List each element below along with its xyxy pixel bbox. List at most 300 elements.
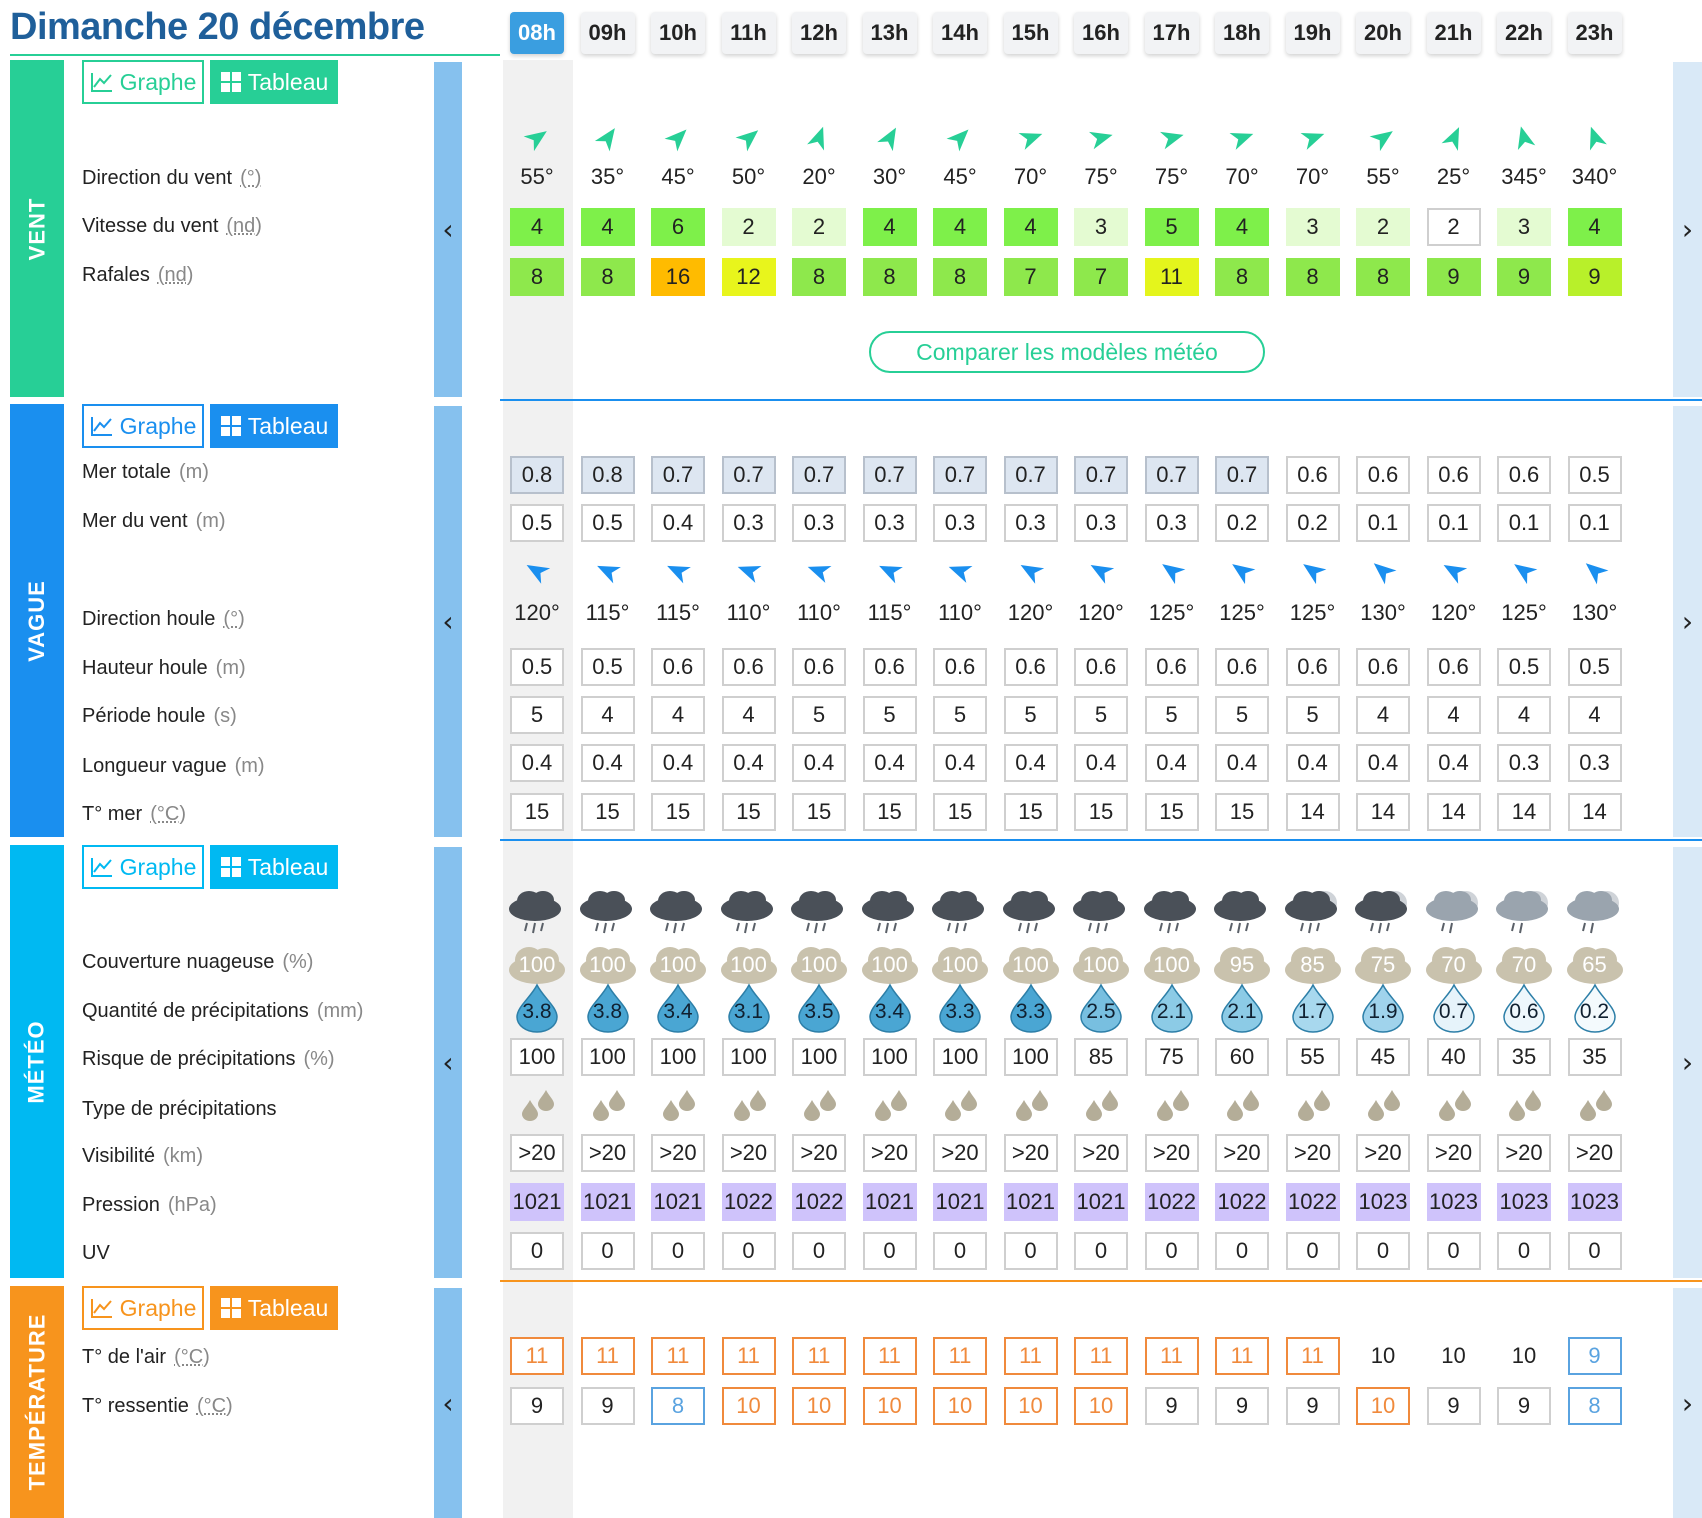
meteo-graph-label: Graphe xyxy=(119,853,197,880)
swell-height-cell: 0.6 xyxy=(651,648,705,686)
wind-sea-cell: 0.3 xyxy=(1145,504,1199,542)
label-uv: UV xyxy=(82,1242,110,1264)
cloud-cover-icon xyxy=(717,942,781,986)
feels-like-cell: 10 xyxy=(1074,1387,1128,1425)
wind-sea-cell: 0.5 xyxy=(581,504,635,542)
hour-tab-16h[interactable]: 16h xyxy=(1074,12,1128,54)
sea-temp-cell: 14 xyxy=(1568,793,1622,831)
air-temp-cell: 11 xyxy=(651,1337,705,1375)
wave-length-cell: 0.4 xyxy=(1145,744,1199,782)
sea-temp-cell: 14 xyxy=(1427,793,1481,831)
cloud-cover-value: 100 xyxy=(941,952,979,977)
wind-speed-cell: 4 xyxy=(863,208,917,246)
precip-qty-value: 3.8 xyxy=(592,1000,623,1023)
swell-arrow-icon xyxy=(1509,556,1539,586)
wave-length-cell: 0.4 xyxy=(1427,744,1481,782)
wave-length-cell: 0.4 xyxy=(722,744,776,782)
total-sea-cell: 0.7 xyxy=(863,456,917,494)
wind-arrow-icon xyxy=(804,123,834,153)
hour-tab-08h[interactable]: 08h xyxy=(510,12,564,54)
wind-arrow-icon xyxy=(734,123,764,153)
precip-risk-cell: 100 xyxy=(933,1038,987,1076)
wind-direction-value: 30° xyxy=(872,164,907,189)
total-sea-cell: 0.7 xyxy=(1145,456,1199,494)
precip-risk-cell: 100 xyxy=(510,1038,564,1076)
visibility-cell: >20 xyxy=(722,1134,776,1172)
gust-cell: 7 xyxy=(1004,258,1058,296)
pressure-cell: 1021 xyxy=(1004,1183,1058,1221)
sea-temp-cell: 15 xyxy=(933,793,987,831)
rain-drops-icon xyxy=(1153,1088,1193,1122)
wind-sea-cell: 0.1 xyxy=(1356,504,1410,542)
precip-risk-cell: 100 xyxy=(651,1038,705,1076)
gust-cell: 8 xyxy=(581,258,635,296)
chevron-left-icon: ‹ xyxy=(442,1386,454,1420)
wave-length-cell: 0.4 xyxy=(863,744,917,782)
precip-qty-value: 0.7 xyxy=(1438,1000,1469,1023)
gust-cell: 8 xyxy=(1356,258,1410,296)
swell-period-cell: 5 xyxy=(792,696,846,734)
section-meteo xyxy=(0,845,1702,1278)
sea-temp-cell: 15 xyxy=(581,793,635,831)
visibility-cell: >20 xyxy=(863,1134,917,1172)
gust-cell: 11 xyxy=(1145,258,1199,296)
gust-cell: 9 xyxy=(1427,258,1481,296)
wind-direction-value: 345° xyxy=(1501,164,1547,189)
air-temp-cell: 11 xyxy=(933,1337,987,1375)
uv-cell: 0 xyxy=(510,1232,564,1270)
swell-period-cell: 4 xyxy=(1427,696,1481,734)
swell-height-cell: 0.6 xyxy=(1427,648,1481,686)
separator-meteo-temperature xyxy=(500,1280,1702,1282)
chart-line-icon xyxy=(90,856,114,878)
grid-icon xyxy=(220,415,242,437)
air-temp-cell: 11 xyxy=(1145,1337,1199,1375)
feels-like-cell: 10 xyxy=(863,1387,917,1425)
air-temp-cell: 11 xyxy=(1004,1337,1058,1375)
cloud-cover-value: 100 xyxy=(871,952,908,977)
feels-like-cell: 9 xyxy=(1215,1387,1269,1425)
wave-length-cell: 0.3 xyxy=(1497,744,1551,782)
swell-period-cell: 4 xyxy=(722,696,776,734)
swell-arrow-icon xyxy=(1439,556,1469,586)
swell-height-cell: 0.6 xyxy=(1004,648,1058,686)
sea-temp-cell: 15 xyxy=(792,793,846,831)
label-swell-direction: Direction houle (°) xyxy=(82,608,245,630)
wave-length-cell: 0.4 xyxy=(581,744,635,782)
wind-speed-cell: 4 xyxy=(1004,208,1058,246)
precip-qty-value: 3.3 xyxy=(1015,1000,1046,1023)
label-cloud-cover: Couverture nuageuse (%) xyxy=(82,951,314,973)
swell-direction-value: 125° xyxy=(1219,600,1265,625)
pressure-cell: 1021 xyxy=(651,1183,705,1221)
rain-drops-icon xyxy=(659,1088,699,1122)
pressure-cell: 1023 xyxy=(1568,1183,1622,1221)
rain-cloud-icon xyxy=(787,885,851,941)
sea-temp-cell: 14 xyxy=(1497,793,1551,831)
air-temp-cell: 11 xyxy=(510,1337,564,1375)
vague-next-button[interactable] xyxy=(1673,406,1702,837)
hour-tab-10h[interactable]: 10h xyxy=(651,12,705,54)
uv-cell: 0 xyxy=(581,1232,635,1270)
swell-direction-value: 110° xyxy=(938,600,982,625)
vent-table-button[interactable] xyxy=(210,60,338,104)
rain-cloud-icon xyxy=(999,885,1063,941)
wind-speed-cell: 5 xyxy=(1145,208,1199,246)
rain-cloud-icon xyxy=(505,885,569,941)
chart-line-icon xyxy=(90,1297,114,1319)
title-underline xyxy=(10,54,500,56)
uv-cell: 0 xyxy=(722,1232,776,1270)
label-wind-direction: Direction du vent (°) xyxy=(82,167,262,189)
compare-models-button[interactable]: Comparer les modèles météo xyxy=(869,331,1265,373)
rain-cloud-icon xyxy=(1140,885,1204,941)
label-precip-risk: Risque de précipitations (%) xyxy=(82,1048,335,1070)
hour-tab-15h[interactable]: 15h xyxy=(1004,12,1058,54)
meteo-graph-button[interactable] xyxy=(82,845,204,889)
precip-qty-value: 3.3 xyxy=(945,1000,975,1023)
feels-like-cell: 10 xyxy=(1356,1387,1410,1425)
swell-arrow-icon xyxy=(945,556,975,586)
wind-arrow-icon xyxy=(1509,123,1539,153)
swell-period-cell: 4 xyxy=(1356,696,1410,734)
air-temp-cell: 9 xyxy=(1568,1337,1622,1375)
rain-cloud-icon xyxy=(858,885,922,941)
wave-length-cell: 0.4 xyxy=(510,744,564,782)
gust-cell: 8 xyxy=(863,258,917,296)
wind-arrow-icon xyxy=(945,123,975,153)
swell-arrow-icon xyxy=(875,556,905,586)
vent-title: VENT xyxy=(24,197,49,260)
moon-drizzle-icon xyxy=(1422,885,1486,941)
swell-arrow-icon xyxy=(1580,556,1610,586)
cloud-cover-value: 65 xyxy=(1582,952,1607,977)
hour-tab-11h[interactable]: 11h xyxy=(722,12,776,54)
vent-next-button[interactable] xyxy=(1673,62,1702,397)
hour-tab-23h[interactable]: 23h xyxy=(1568,12,1622,54)
wind-arrow-icon xyxy=(1227,123,1257,153)
visibility-cell: >20 xyxy=(1568,1134,1622,1172)
swell-height-cell: 0.5 xyxy=(581,648,635,686)
vague-table-button[interactable] xyxy=(210,404,338,448)
hour-tab-21h[interactable]: 21h xyxy=(1427,12,1481,54)
hour-tab-13h[interactable]: 13h xyxy=(863,12,917,54)
vent-graph-label: Graphe xyxy=(119,68,197,95)
feels-like-cell: 9 xyxy=(1427,1387,1481,1425)
swell-height-cell: 0.5 xyxy=(1568,648,1622,686)
gust-cell: 12 xyxy=(722,258,776,296)
wind-direction-value: 75° xyxy=(1154,164,1189,189)
air-temp-cell: 11 xyxy=(1074,1337,1128,1375)
cloud-cover-icon xyxy=(1422,942,1486,986)
precip-risk-cell: 100 xyxy=(722,1038,776,1076)
label-air-temp: T° de l'air (°C) xyxy=(82,1346,210,1368)
hour-tab-18h[interactable]: 18h xyxy=(1215,12,1269,54)
total-sea-cell: 0.7 xyxy=(1215,456,1269,494)
swell-period-cell: 5 xyxy=(863,696,917,734)
temperature-table-button[interactable] xyxy=(210,1286,338,1330)
wind-direction-value: 340° xyxy=(1571,164,1618,189)
swell-height-cell: 0.6 xyxy=(722,648,776,686)
pressure-cell: 1022 xyxy=(1286,1183,1340,1221)
precip-qty-value: 0.2 xyxy=(1579,1000,1610,1023)
precip-qty-value: 3.4 xyxy=(874,1000,905,1023)
temperature-title: TEMPÉRATURE xyxy=(24,1313,50,1491)
label-wind-sea: Mer du vent (m) xyxy=(82,510,226,532)
vague-graph-button[interactable] xyxy=(82,404,204,448)
uv-cell: 0 xyxy=(1356,1232,1410,1270)
precip-risk-cell: 100 xyxy=(581,1038,635,1076)
chevron-left-icon: ‹ xyxy=(442,605,454,638)
precip-qty-value: 1.9 xyxy=(1368,1000,1398,1023)
wind-arrow-icon xyxy=(1157,123,1187,153)
wind-speed-cell: 6 xyxy=(651,208,705,246)
temperature-graph-button[interactable] xyxy=(82,1286,204,1330)
wave-length-cell: 0.4 xyxy=(1004,744,1058,782)
cloud-cover-icon xyxy=(858,942,922,986)
visibility-cell: >20 xyxy=(510,1134,564,1172)
total-sea-cell: 0.6 xyxy=(1286,456,1340,494)
cloud-cover-icon xyxy=(1140,942,1204,986)
precip-drop-icon xyxy=(1430,983,1478,1033)
wind-sea-cell: 0.4 xyxy=(651,504,705,542)
precip-drop-icon xyxy=(1218,983,1266,1033)
cloud-cover-value: 100 xyxy=(589,952,626,977)
pressure-cell: 1021 xyxy=(1074,1183,1128,1221)
swell-height-cell: 0.6 xyxy=(1356,648,1410,686)
temperature-next-button[interactable] xyxy=(1673,1288,1702,1518)
pressure-cell: 1022 xyxy=(792,1183,846,1221)
feels-like-cell: 9 xyxy=(1145,1387,1199,1425)
swell-height-cell: 0.6 xyxy=(863,648,917,686)
wave-length-cell: 0.4 xyxy=(1356,744,1410,782)
rain-drops-icon xyxy=(1012,1088,1052,1122)
precip-drop-icon xyxy=(1359,983,1407,1033)
wind-speed-cell: 4 xyxy=(581,208,635,246)
feels-like-cell: 10 xyxy=(1004,1387,1058,1425)
swell-height-cell: 0.5 xyxy=(1497,648,1551,686)
swell-period-cell: 5 xyxy=(1145,696,1199,734)
moon-drizzle-icon xyxy=(1492,885,1556,941)
uv-cell: 0 xyxy=(1215,1232,1269,1270)
cloud-cover-icon xyxy=(928,942,992,986)
swell-arrow-icon xyxy=(522,556,552,586)
air-temp-cell: 11 xyxy=(722,1337,776,1375)
hour-tab-09h[interactable]: 09h xyxy=(581,12,635,54)
swell-direction-value: 120° xyxy=(514,600,560,625)
wind-sea-cell: 0.3 xyxy=(933,504,987,542)
swell-period-cell: 5 xyxy=(933,696,987,734)
precip-drop-icon xyxy=(1007,983,1055,1033)
section-vague xyxy=(0,404,1702,837)
rain-drops-icon xyxy=(1435,1088,1475,1122)
chart-line-icon xyxy=(90,415,114,437)
pressure-cell: 1021 xyxy=(510,1183,564,1221)
wind-direction-value: 75° xyxy=(1084,164,1118,189)
temperature-side-band xyxy=(10,1286,64,1518)
section-vent xyxy=(0,60,1702,397)
chevron-right-icon: › xyxy=(1681,1046,1694,1079)
wind-sea-cell: 0.1 xyxy=(1497,504,1551,542)
cloud-cover-icon xyxy=(1563,942,1627,986)
separator-vague-meteo xyxy=(500,839,1702,841)
cloud-cover-icon xyxy=(1351,942,1415,986)
total-sea-cell: 0.8 xyxy=(581,456,635,494)
swell-arrow-icon xyxy=(1086,556,1116,586)
pressure-cell: 1023 xyxy=(1356,1183,1410,1221)
hour-tab-14h[interactable]: 14h xyxy=(933,12,987,54)
rain-drops-icon xyxy=(871,1088,911,1122)
pressure-cell: 1021 xyxy=(933,1183,987,1221)
precip-qty-value: 2.5 xyxy=(1086,1000,1116,1023)
precip-drop-icon xyxy=(1500,983,1548,1033)
label-swell-period: Période houle (s) xyxy=(82,705,237,727)
wind-arrow-icon xyxy=(1016,123,1046,153)
swell-arrow-icon xyxy=(804,556,834,586)
visibility-cell: >20 xyxy=(1427,1134,1481,1172)
feels-like-cell: 10 xyxy=(933,1387,987,1425)
cloud-cover-icon xyxy=(999,942,1063,986)
hour-tab-12h[interactable]: 12h xyxy=(792,12,846,54)
wind-speed-cell: 2 xyxy=(792,208,846,246)
meteo-table-button[interactable] xyxy=(210,845,338,889)
swell-arrow-icon xyxy=(1157,556,1187,586)
pressure-cell: 1023 xyxy=(1427,1183,1481,1221)
visibility-cell: >20 xyxy=(933,1134,987,1172)
wind-direction-value: 20° xyxy=(802,164,836,189)
label-swell-height: Hauteur houle (m) xyxy=(82,657,246,679)
wind-speed-cell: 2 xyxy=(1427,208,1481,246)
precip-risk-cell: 60 xyxy=(1215,1038,1269,1076)
meteo-side-band xyxy=(10,845,64,1278)
total-sea-cell: 0.6 xyxy=(1356,456,1410,494)
wave-length-cell: 0.4 xyxy=(651,744,705,782)
wind-speed-cell: 4 xyxy=(1568,208,1622,246)
vague-prev-button[interactable] xyxy=(434,406,462,837)
swell-direction-value: 120° xyxy=(1078,600,1124,625)
pressure-cell: 1022 xyxy=(722,1183,776,1221)
wind-sea-cell: 0.1 xyxy=(1568,504,1622,542)
chevron-right-icon: › xyxy=(1681,213,1694,246)
swell-arrow-icon xyxy=(1368,556,1398,586)
cloud-cover-value: 70 xyxy=(1441,952,1466,977)
precip-risk-cell: 55 xyxy=(1286,1038,1340,1076)
wind-sea-cell: 0.2 xyxy=(1286,504,1340,542)
precip-drop-icon xyxy=(795,983,843,1033)
total-sea-cell: 0.7 xyxy=(722,456,776,494)
swell-direction-value: 115° xyxy=(656,600,700,625)
wind-speed-cell: 3 xyxy=(1074,208,1128,246)
wind-speed-cell: 3 xyxy=(1497,208,1551,246)
meteo-prev-button[interactable] xyxy=(434,847,462,1278)
gust-cell: 9 xyxy=(1497,258,1551,296)
wave-length-cell: 0.4 xyxy=(1074,744,1128,782)
sea-temp-cell: 15 xyxy=(722,793,776,831)
swell-direction-value: 120° xyxy=(1007,600,1054,625)
wind-sea-cell: 0.1 xyxy=(1427,504,1481,542)
hour-tab-20h[interactable]: 20h xyxy=(1356,12,1410,54)
wind-speed-cell: 4 xyxy=(510,208,564,246)
chevron-left-icon: ‹ xyxy=(442,1046,454,1079)
precip-drop-icon xyxy=(1571,983,1619,1033)
moon-drizzle-icon xyxy=(1563,885,1627,941)
temperature-table-label: Tableau xyxy=(247,1294,329,1321)
air-temp-cell: 10 xyxy=(1511,1343,1537,1368)
visibility-cell: >20 xyxy=(1356,1134,1410,1172)
swell-height-cell: 0.6 xyxy=(792,648,846,686)
sea-temp-cell: 15 xyxy=(863,793,917,831)
swell-period-cell: 4 xyxy=(1497,696,1551,734)
grid-icon xyxy=(220,71,242,93)
label-visibility: Visibilité (km) xyxy=(82,1145,203,1167)
grid-icon xyxy=(220,1297,242,1319)
uv-cell: 0 xyxy=(1004,1232,1058,1270)
label-precip-type: Type de précipitations xyxy=(82,1098,277,1120)
precip-qty-value: 2.1 xyxy=(1156,1000,1187,1023)
wind-arrow-icon xyxy=(1580,123,1610,153)
wind-direction-value: 70° xyxy=(1225,164,1259,189)
separator-vent-vague xyxy=(500,399,1702,401)
wind-speed-cell: 4 xyxy=(933,208,987,246)
cloud-cover-value: 100 xyxy=(1012,952,1049,977)
hour-tab-17h[interactable]: 17h xyxy=(1145,12,1199,54)
swell-arrow-icon xyxy=(734,556,764,586)
hour-tab-22h[interactable]: 22h xyxy=(1497,12,1551,54)
precip-qty-value: 3.8 xyxy=(522,1000,552,1023)
uv-cell: 0 xyxy=(863,1232,917,1270)
precip-drop-icon xyxy=(513,983,561,1033)
air-temp-cell: 10 xyxy=(1441,1343,1466,1368)
vent-prev-button[interactable] xyxy=(434,62,462,397)
swell-direction-value: 130° xyxy=(1571,600,1618,625)
feels-like-cell: 9 xyxy=(510,1387,564,1425)
wave-length-cell: 0.4 xyxy=(1286,744,1340,782)
vague-table-label: Tableau xyxy=(247,412,329,439)
hour-tab-19h[interactable]: 19h xyxy=(1286,12,1340,54)
meteo-next-button[interactable] xyxy=(1673,847,1702,1278)
sea-temp-cell: 15 xyxy=(651,793,705,831)
moon-rain-cloud-icon xyxy=(1351,885,1415,941)
swell-period-cell: 5 xyxy=(1215,696,1269,734)
temperature-prev-button[interactable] xyxy=(434,1288,462,1518)
swell-height-cell: 0.6 xyxy=(933,648,987,686)
vent-graph-button[interactable] xyxy=(82,60,204,104)
uv-cell: 0 xyxy=(1497,1232,1551,1270)
uv-cell: 0 xyxy=(1568,1232,1622,1270)
cloud-cover-icon xyxy=(505,942,569,986)
wind-arrow-icon xyxy=(1368,123,1398,153)
wind-direction-value: 35° xyxy=(590,164,625,189)
sea-temp-cell: 14 xyxy=(1356,793,1410,831)
sea-temp-cell: 15 xyxy=(1215,793,1269,831)
rain-cloud-icon xyxy=(646,885,710,941)
rain-drops-icon xyxy=(1082,1088,1122,1122)
cloud-cover-icon xyxy=(1069,942,1133,986)
visibility-cell: >20 xyxy=(1497,1134,1551,1172)
swell-period-cell: 5 xyxy=(1074,696,1128,734)
uv-cell: 0 xyxy=(1427,1232,1481,1270)
swell-period-cell: 5 xyxy=(510,696,564,734)
wind-sea-cell: 0.3 xyxy=(792,504,846,542)
label-gusts: Rafales (nd) xyxy=(82,264,194,286)
rain-drops-icon xyxy=(518,1088,558,1122)
wind-sea-cell: 0.5 xyxy=(510,504,564,542)
cloud-cover-value: 100 xyxy=(1082,952,1120,977)
feels-like-cell: 10 xyxy=(722,1387,776,1425)
precip-risk-cell: 35 xyxy=(1568,1038,1622,1076)
wind-direction-value: 45° xyxy=(661,164,695,189)
feels-like-cell: 9 xyxy=(581,1387,635,1425)
